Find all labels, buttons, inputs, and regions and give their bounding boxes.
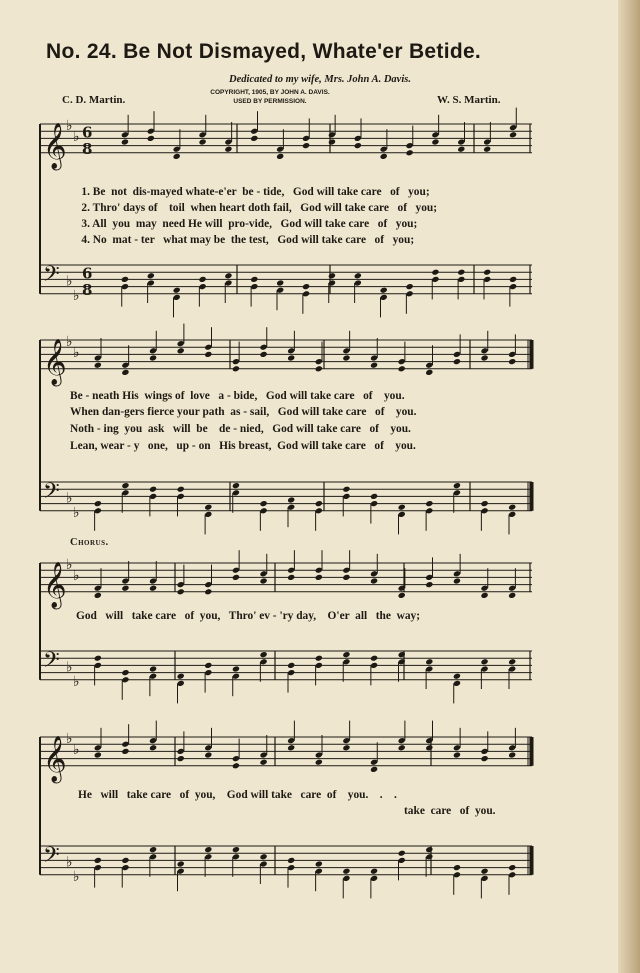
note-head (177, 347, 185, 354)
note-head (406, 283, 414, 290)
note-head (398, 592, 406, 599)
permission-line: USED BY PERMISSION. (233, 98, 307, 105)
note-head (483, 146, 491, 153)
note-head (457, 146, 465, 153)
note-head (147, 272, 155, 279)
note-head (121, 369, 129, 376)
note-head (315, 860, 323, 867)
note-head (342, 574, 350, 581)
note-head (453, 751, 461, 758)
note-head (315, 500, 323, 507)
time-signature-bottom: 8 (82, 280, 93, 299)
treble-clef-icon: 𝄞 (43, 122, 67, 169)
note-head (250, 135, 258, 142)
copyright-line: COPYRIGHT, 1905, BY JOHN A. DAVIS. (210, 89, 330, 96)
note-head (481, 658, 489, 665)
note-head (302, 283, 310, 290)
note-head (204, 588, 212, 595)
note-head (481, 755, 489, 762)
note-head (177, 860, 185, 867)
note-head (481, 354, 489, 361)
dedication: Dedicated to my wife, Mrs. John A. Davis. (229, 74, 411, 85)
note-head (121, 585, 129, 592)
verse-line-1: Be - neath His wings of love a - bide, God will take care of you. (70, 390, 405, 402)
verse-line-4 (70, 222, 414, 246)
note-head (342, 868, 350, 875)
flat-icon: ♭ (73, 568, 80, 584)
note-head (425, 744, 433, 751)
flat-icon: ♭ (66, 659, 73, 676)
note-head (199, 276, 207, 283)
note-head (177, 588, 185, 595)
note-head (287, 857, 295, 864)
note-head (453, 864, 461, 871)
note-head (431, 138, 439, 145)
note-head (260, 651, 268, 658)
note-head (453, 673, 461, 680)
note-head (173, 287, 181, 294)
note-head (250, 276, 258, 283)
note-head (199, 138, 207, 145)
note-head (481, 868, 489, 875)
note-head (204, 351, 212, 358)
note-head (224, 146, 232, 153)
flat-icon: ♭ (66, 854, 73, 871)
note-head (232, 665, 240, 672)
note-head (121, 857, 129, 864)
note-head (380, 153, 388, 160)
note-head (425, 846, 433, 853)
note-head (483, 269, 491, 276)
note-head (370, 362, 378, 369)
flat-icon: ♭ (73, 129, 80, 145)
note-head (232, 482, 240, 489)
verse-number: 2. (81, 202, 90, 214)
chorus-label: Chorus. (70, 537, 109, 548)
note-head (260, 577, 268, 584)
note-head (147, 135, 155, 142)
note-head (204, 846, 212, 853)
note-head (177, 755, 185, 762)
note-head (260, 500, 268, 507)
note-head (406, 149, 414, 156)
treble-clef-icon: 𝄞 (43, 561, 67, 608)
note-head (342, 354, 350, 361)
note-head (481, 500, 489, 507)
bass-clef-icon: 𝄢 (43, 648, 60, 678)
composer-credit: W. S. Martin. (437, 94, 501, 106)
verse-text: All you may need He will pro-vide, God will take care of you; (92, 218, 418, 230)
time-signature-top: 6 (82, 264, 93, 283)
note-head (328, 138, 336, 145)
note-head (94, 500, 102, 507)
note-head (121, 482, 129, 489)
hymn-title: No. 24. Be Not Dismayed, Whate'er Betide. (46, 40, 482, 63)
note-head (370, 655, 378, 662)
note-head (328, 272, 336, 279)
note-head (354, 142, 362, 149)
note-head (508, 358, 516, 365)
note-head (149, 585, 157, 592)
flat-icon: ♭ (73, 287, 80, 304)
bass-clef-icon: 𝄢 (43, 843, 60, 873)
note-head (508, 504, 516, 511)
note-head (204, 751, 212, 758)
note-head (204, 504, 212, 511)
note-head (457, 269, 465, 276)
note-head (232, 762, 240, 769)
note-head (260, 759, 268, 766)
verse-text: No mat - ter what may be the test, God will take care of you; (92, 234, 415, 246)
note-head (509, 131, 517, 138)
verse-line-4: Lean, wear - y one, up - on His breast, God will take care of you. (70, 440, 416, 452)
note-head (232, 365, 240, 372)
note-head (177, 486, 185, 493)
flat-icon: ♭ (73, 673, 80, 690)
note-head (149, 744, 157, 751)
flat-icon: ♭ (66, 334, 73, 350)
note-head (149, 665, 157, 672)
note-head (370, 766, 378, 773)
bass-clef-icon: 𝄢 (43, 262, 60, 292)
note-head (177, 673, 185, 680)
flat-icon: ♭ (66, 118, 73, 134)
note-head (260, 853, 268, 860)
flat-icon: ♭ (66, 273, 73, 290)
note-head (431, 269, 439, 276)
note-head (287, 662, 295, 669)
note-head (276, 153, 284, 160)
note-head (425, 500, 433, 507)
note-head (354, 272, 362, 279)
note-head (121, 669, 129, 676)
note-head (425, 658, 433, 665)
note-head (94, 655, 102, 662)
flat-icon: ♭ (73, 345, 80, 361)
note-head (232, 574, 240, 581)
verse-line-3: Noth - ing you ask will be de - nied, God will take care of you. (70, 423, 411, 435)
note-head (260, 351, 268, 358)
flat-icon: ♭ (73, 868, 80, 885)
note-head (287, 574, 295, 581)
verse-text: Be not dis-mayed whate-e'er be - tide, God will take care of you; (92, 186, 430, 198)
note-head (149, 354, 157, 361)
note-head (398, 850, 406, 857)
note-head (94, 362, 102, 369)
time-signature-bottom: 8 (82, 139, 93, 158)
note-head (509, 276, 517, 283)
verse-text: Thro' days of toil when heart doth fail, God will take care of you; (92, 202, 438, 214)
treble-clef-icon: 𝄞 (43, 735, 67, 782)
flat-icon: ♭ (66, 557, 73, 573)
treble-clef-icon: 𝄞 (43, 338, 67, 385)
flat-icon: ♭ (66, 731, 73, 747)
note-head (121, 748, 129, 755)
note-head (342, 744, 350, 751)
note-head (481, 592, 489, 599)
note-head (315, 759, 323, 766)
note-head (425, 581, 433, 588)
note-head (287, 354, 295, 361)
note-head (342, 651, 350, 658)
verse-number: 1. (81, 186, 90, 198)
note-head (287, 744, 295, 751)
note-head (276, 279, 284, 286)
note-head (232, 846, 240, 853)
note-head (380, 287, 388, 294)
note-head (315, 574, 323, 581)
note-head (224, 272, 232, 279)
note-head (121, 138, 129, 145)
note-head (173, 153, 181, 160)
note-head (94, 592, 102, 599)
chorus-line-2: He will take care of you, God will take care of you. . . (78, 789, 397, 801)
note-head (370, 493, 378, 500)
note-head (453, 482, 461, 489)
note-head (149, 486, 157, 493)
note-head (370, 577, 378, 584)
bass-clef-icon: 𝄢 (43, 479, 60, 509)
note-head (121, 276, 129, 283)
lyricist-credit: C. D. Martin. (62, 94, 126, 106)
note-head (315, 365, 323, 372)
verse-number: 3. (81, 218, 90, 230)
flat-icon: ♭ (66, 490, 73, 507)
note-head (204, 662, 212, 669)
note-head (287, 496, 295, 503)
note-head (508, 864, 516, 871)
note-head (315, 655, 323, 662)
flat-icon: ♭ (73, 742, 80, 758)
note-head (398, 365, 406, 372)
note-head (453, 577, 461, 584)
note-head (508, 751, 516, 758)
note-head (398, 744, 406, 751)
time-signature-top: 6 (82, 123, 93, 142)
note-head (398, 504, 406, 511)
note-head (302, 142, 310, 149)
flat-icon: ♭ (73, 504, 80, 521)
note-head (453, 358, 461, 365)
note-head (94, 857, 102, 864)
note-head (149, 846, 157, 853)
note-head (370, 868, 378, 875)
chorus-line-3: take care of you. (404, 805, 496, 817)
verse-line-2: When dan-gers fierce your path as - sail, God will take care of you. (70, 406, 417, 418)
note-head (508, 658, 516, 665)
note-head (94, 751, 102, 758)
verse-number: 4. (81, 234, 90, 246)
note-head (342, 486, 350, 493)
note-head (425, 369, 433, 376)
note-head (508, 592, 516, 599)
chorus-line-1: God will take care of you, Thro' ev - 'ry day, O'er all the way; (76, 610, 421, 622)
